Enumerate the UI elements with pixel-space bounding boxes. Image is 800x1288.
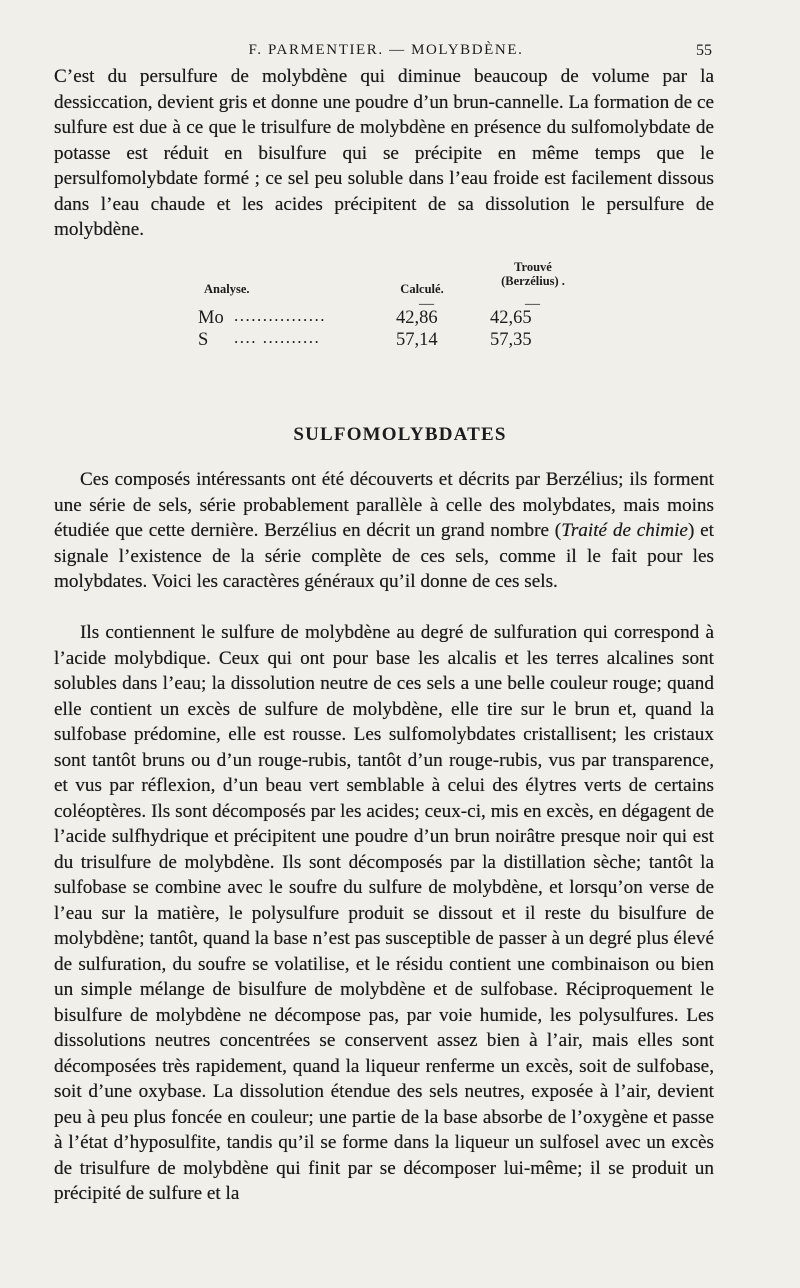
- book-title: Traité de chimie: [561, 520, 688, 541]
- element-label: Mo: [198, 308, 224, 328]
- section-title: SULFOMOLYBDATES: [293, 424, 507, 445]
- header-trouve: [478, 260, 588, 288]
- header-rule: —: [525, 296, 540, 312]
- paragraph-properties: Ils contiennent le sulfure de molybdène au degré de sulfuration qui correspond à l’acide molybdique. Ceux qui ont pour base les alcalis et les terres alcalines sont solubles dans l’eau; la dissolution neutre de ces sels a une belle couleur rouge; quand elle contient un excès de sulfure de molybdène, elle tire sur le brun et, quand la sulfobase prédomine, elle est rousse. Les sulfomolybdates cristallisent; les cristaux sont tantôt bruns ou d’un rouge-rubis, tantôt d’un rouge-rubis, vus par transparence, et vus par réflexion, d’un beau vert semblable à celui des élytres verts de certains coléoptères. Ils sont décomposés par les acides; ceux-ci, mis en excès, en dégagent de l’acide sulfhydrique et précipitent une poudre d’un brun noirâtre presque noir qui est du trisulfure de molybdène. Ils sont décomposés par la distillation sèche; tantôt la sulfobase se combine avec le soufre du sulfure de molybdène, et lorsqu’on verse de l’eau sur la matière, le polysulfure produit se dissout et il reste du bisulfure de molybdène; tantôt, quand la base n’est pas susceptible de passer à un degré plus élevé de sulfuration, du soufre se volatilise, et le résidu contient une combinaison ou bien un simple mélange de bisulfure de molybdène et de sulfobase. Réciproquement le bisulfure de molybdène ne décompose pas, par voie humide, les polysulfures. Les dissolutions neutres concentrées se conservent assez bien à l’air, mais elles sont décomposées très rapidement, quand la liqueur renferme un excès, soit de sulfobase, soit d’une oxybase. La dissolution étendue des sels neutres, exposée à l’air, devient peu à peu plus foncée en couleur; une partie de la base absorbe de l’oxygène et passe à l’état d’hyposulfite, tandis qu’il se forme dans la liqueur un sulfosel avec un excès de trisulfure de molybdène qui finit par se décomposer lui-même; il se produit un précipité de sulfure et la: [54, 622, 714, 1204]
- paragraph-persulfure: C’est du persulfure de molybdène qui diminue beaucoup de volume par la dessiccation, devient gris et donne une poudre d’un brun-cannelle. La formation de ce sulfure est due à ce que le trisulfure de molybdène en présence du sulfomolybdate de potasse est réduit en bisulfure qui se précipite en même temps que le persulfomolybdate formé ; ce sel peu soluble dans l’eau froide est facilement dissous dans l’eau chaude et les acides précipitent de sa dissolution le persulfure de molybdène.: [54, 66, 714, 240]
- leader-dots: ................: [234, 306, 326, 325]
- trouve-value: 57,35: [490, 330, 532, 350]
- element-label: S: [198, 330, 209, 350]
- running-title: F. PARMENTIER. — MOLYBDÈNE.: [248, 42, 524, 58]
- header-trouve-line1: Trouvé: [514, 260, 552, 274]
- running-header: [60, 42, 712, 66]
- intro-text-start: Ces composés intéressants ont été découverts et décrits par Berzélius; ils forment une série de sels, série probablement parallèle à celle des molybdates, mais moins étudiée que cette dernière. Berzélius en décrit un grand nombre (: [54, 469, 714, 541]
- header-trouve-line2: (Berzélius) .: [501, 274, 565, 288]
- header-analyse: Analyse.: [204, 282, 250, 296]
- header-calcule: Calculé.: [400, 282, 444, 296]
- calcule-value: 42,86: [396, 308, 438, 328]
- table-row: [198, 330, 598, 354]
- intro-text-end: ) et signale l’existence de la série complète de ces sels, comme il le fait pour les molybdates. Voici les caractères généraux qu’il donne de ces sels.: [54, 520, 714, 592]
- paragraph-intro: [54, 467, 714, 595]
- page-number: 55: [696, 42, 712, 59]
- analysis-table: [190, 258, 730, 358]
- leader-dots: .... ..........: [234, 328, 321, 347]
- header-rule: —: [419, 296, 434, 312]
- calcule-value: 57,14: [396, 330, 438, 350]
- trouve-value: 42,65: [490, 308, 532, 328]
